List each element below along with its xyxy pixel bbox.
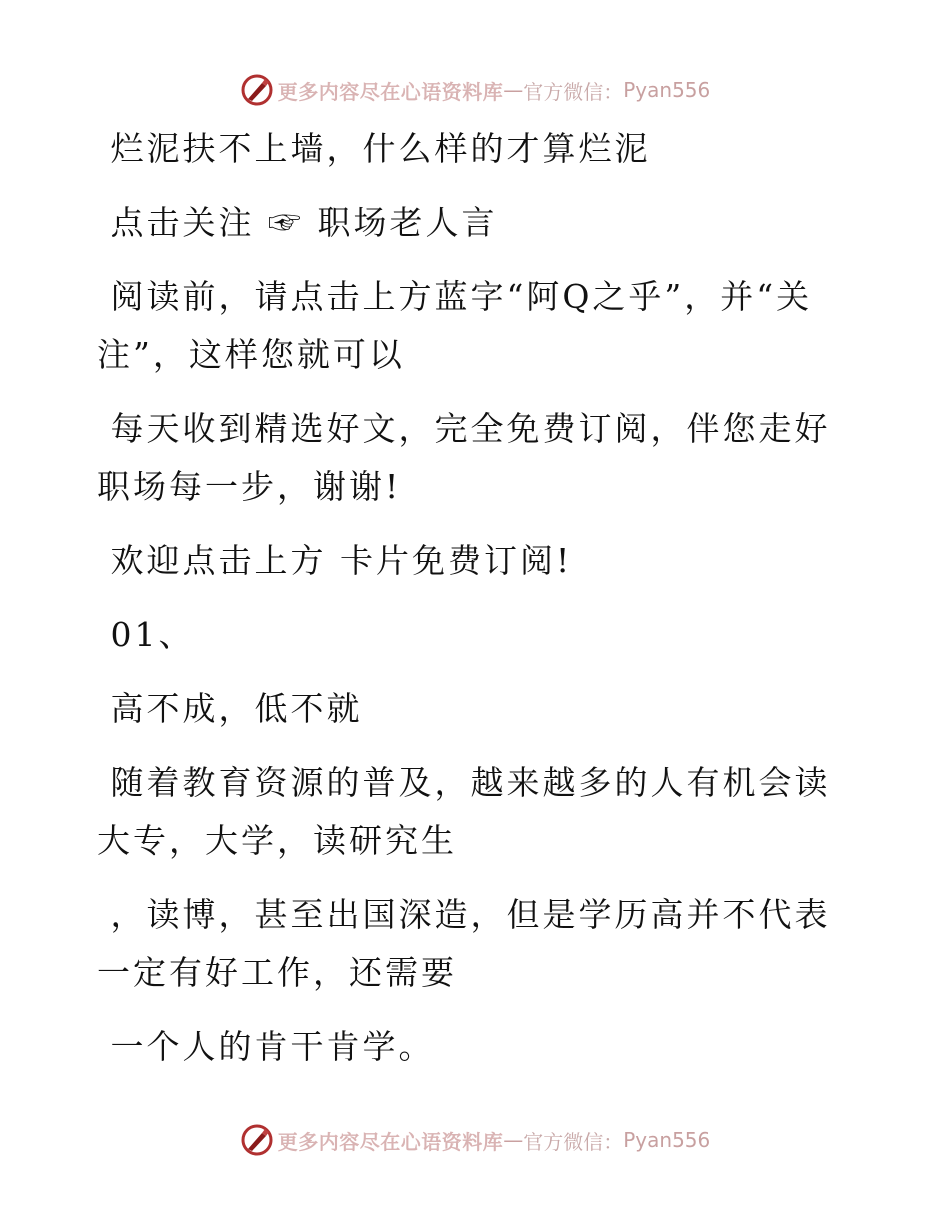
- watermark-separator: —: [503, 78, 524, 102]
- watermark-wechat-id: Pyan556: [623, 1128, 711, 1152]
- article-title: 烂泥扶不上墙，什么样的才算烂泥: [97, 129, 651, 168]
- pen-logo-icon: [240, 73, 274, 107]
- paragraph-body-1: 随着教育资源的普及，越来越多的人有机会读大专，大学，读研究生: [97, 763, 831, 860]
- footer-watermark: [0, 1120, 950, 1160]
- header-watermark: [0, 70, 950, 110]
- article-body: [97, 120, 837, 1092]
- pen-logo-icon: [240, 1123, 274, 1157]
- paragraph-subscribe: 每天收到精选好文，完全免费订阅，伴您走好职场每一步，谢谢!: [97, 409, 831, 506]
- watermark-text: 更多内容尽在心语资料库: [277, 1129, 504, 1154]
- paragraph-welcome: 欢迎点击上方 卡片免费订阅!: [97, 541, 573, 580]
- paragraph-body-2: ，读博，甚至出国深造，但是学历高并不代表一定有好工作，还需要: [97, 895, 831, 992]
- watermark-separator: —: [503, 1128, 524, 1152]
- paragraph-body-3: 一个人的肯干肯学。: [97, 1027, 435, 1066]
- watermark-wechat-id: Pyan556: [623, 78, 711, 102]
- section-number: 01、: [97, 615, 195, 654]
- paragraph-intro: 阅读前，请点击上方蓝字“阿Q之乎”，并“关注”，这样您就可以: [97, 277, 813, 374]
- watermark-wechat-label: 官方微信：: [523, 1129, 624, 1154]
- section-heading: 高不成，低不就: [97, 689, 363, 728]
- watermark-wechat-label: 官方微信：: [523, 79, 624, 104]
- follow-line: 点击关注 ☞ 职场老人言: [97, 203, 498, 242]
- watermark-text: 更多内容尽在心语资料库: [277, 79, 504, 104]
